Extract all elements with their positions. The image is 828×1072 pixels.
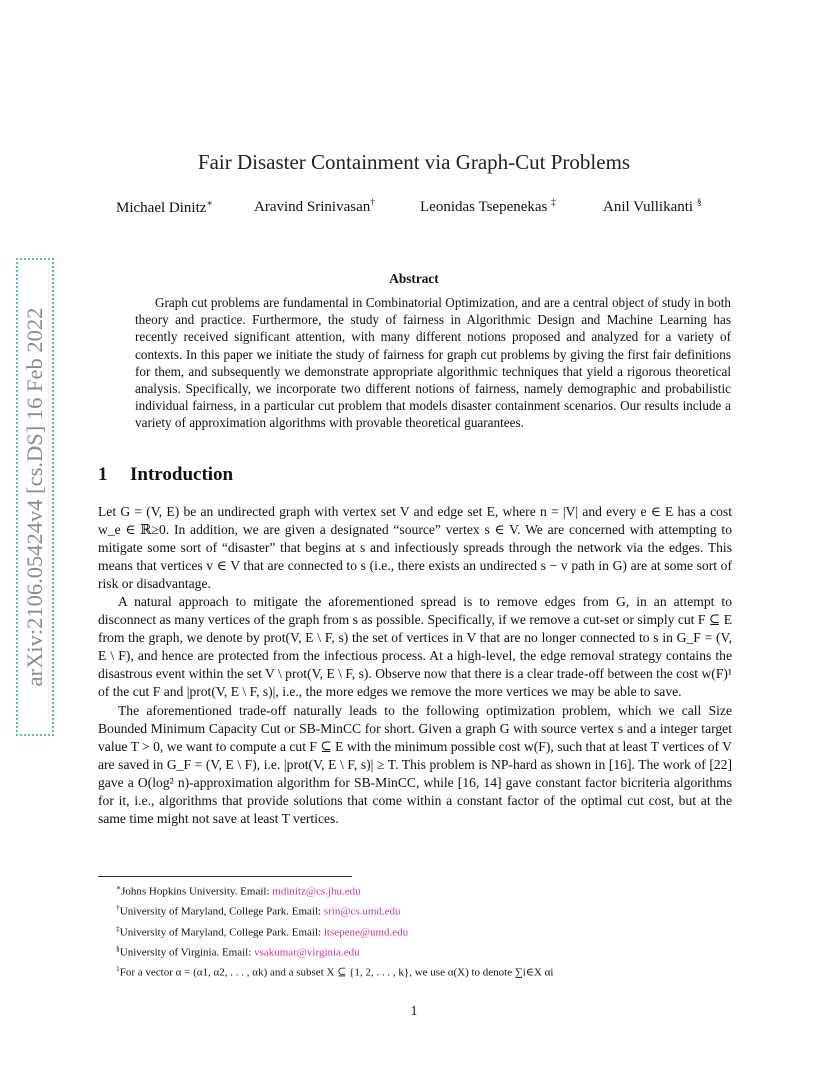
- email-link[interactable]: ltsepene@umd.edu: [323, 926, 409, 939]
- footnote-affiliation: †University of Maryland, College Park. Email: srin@cs.umd.edu: [116, 903, 401, 918]
- footnote-vector-notation: $^1$For a vector α = (α1, α2, . . . , αk) and a subset X ⊆ {1, 2, . . . , k}, we use α(X) to denote ∑i∈X αi: [116, 964, 554, 979]
- author-list: [116, 198, 726, 222]
- footnote-divider: [98, 876, 352, 877]
- section-number: 1: [98, 464, 108, 485]
- email-link[interactable]: vsakumar@virginia.edu: [254, 946, 360, 959]
- author-mark: †: [370, 198, 375, 208]
- footnotes: [116, 880, 736, 981]
- author-srinivasan: Aravind Srinivasan†: [254, 198, 375, 215]
- footnote-affiliation: ∗Johns Hopkins University. Email: mdinitz@cs.jhu.edu: [116, 883, 361, 898]
- author-mark: §: [696, 198, 702, 208]
- email-link[interactable]: mdinitz@cs.jhu.edu: [272, 885, 361, 898]
- introduction-body: [98, 503, 732, 828]
- abstract-heading: Abstract: [389, 271, 439, 286]
- paragraph-3: The aforementioned trade-off naturally leads to the following optimization problem, which we call Size Bounded Minimum Capacity Cut or SB-MinCC for short. Given a graph G with source vertex s and a integer target value T > 0, we want to compute a cut F ⊆ E with the minimum possible cost w(F), such that at least T vertices of V are saved in G_F = (V, E \ F), i.e. |prot(V, E \ F, s)| ≥ T. This problem is NP-hard as shown in [16]. The work of [22] gave a O(log² n)-approximation algorithm for SB-MinCC, while [16, 14] gave constant factor bicriteria algorithms for it, i.e., algorithms that provide solutions that come within a constant factor of the optimal cut cost, but at the same time might not save at least T vertices.: [98, 702, 732, 826]
- email-link[interactable]: srin@cs.umd.edu: [323, 905, 401, 918]
- abstract-text: Graph cut problems are fundamental in Combinatorial Optimization, and are a central object of study in both theory and practice. Furthermore, the study of fairness in Algorithmic Design and Machine Learning has recently received significant attention, with many different notions proposed and analyzed for a variety of contexts. In this paper we initiate the study of fairness for graph cut problems by giving the first fair definitions for them, and subsequently we demonstrate appropriate algorithmic techniques that yield a rigorous theoretical analysis. Specifically, we incorporate two different notions of fairness, namely demographic and probabilistic individual fairness, in a particular cut problem that models disaster containment scenarios. Our results include a variety of approximation algorithms with provable theoretical guarantees.: [135, 295, 731, 431]
- footnote-affiliation: ‡University of Maryland, College Park. Email: ltsepene@umd.edu: [116, 923, 409, 939]
- arxiv-watermark: [16, 258, 54, 736]
- author-mark: ∗: [206, 199, 213, 209]
- paragraph-1: Let G = (V, E) be an undirected graph with vertex set V and edge set E, where n = |V| and every e ∈ E has a cost w_e ∈ ℝ≥0. In addition, we are given a designated “source” vertex s ∈ V. We are concerned with attempting to mitigate some sort of “disaster” that begins at s and infectiously spreads through the network via the edges. This means that vertices v ∈ V that are connected to s (i.e., there exists an undirected s − v path in G) are at some sort of risk or disadvantage.: [98, 504, 732, 592]
- section-heading: [98, 464, 233, 486]
- arxiv-identifier: arXiv:2106.05424v4 [cs.DS] 16 Feb 2022: [22, 307, 47, 687]
- author-mark: ‡: [551, 198, 556, 208]
- section-title: Introduction: [130, 464, 234, 485]
- footnote-affiliation: §University of Virginia. Email: vsakumar@virginia.edu: [116, 943, 360, 959]
- page-number: 1: [410, 1003, 418, 1018]
- author-vullikanti: Anil Vullikanti §: [603, 198, 702, 215]
- paragraph-2: A natural approach to mitigate the aforementioned spread is to remove edges from G, in an attempt to disconnect as many vertices of the graph from s as possible. Specifically, if we remove a cut-set or simply cut F ⊆ E from the graph, we denote by prot(V, E \ F, s) the set of vertices in V that are no longer connected to s in G_F = (V, E \ F), and hence are protected from the infectious process. At a high-level, the edge removal strategy contains the disastrous event within the set V \ prot(V, E \ F, s). Observe now that there is a clear trade-off between the cost w(F)¹ of the cut F and |prot(V, E \ F, s)|, i.e., the more edges we remove the more vertices we may be able to save.: [98, 594, 732, 700]
- paper-title: Fair Disaster Containment via Graph-Cut Problems: [197, 150, 631, 174]
- author-tsepenekas: Leonidas Tsepenekas ‡: [420, 198, 556, 215]
- author-dinitz: Michael Dinitz∗: [116, 199, 213, 216]
